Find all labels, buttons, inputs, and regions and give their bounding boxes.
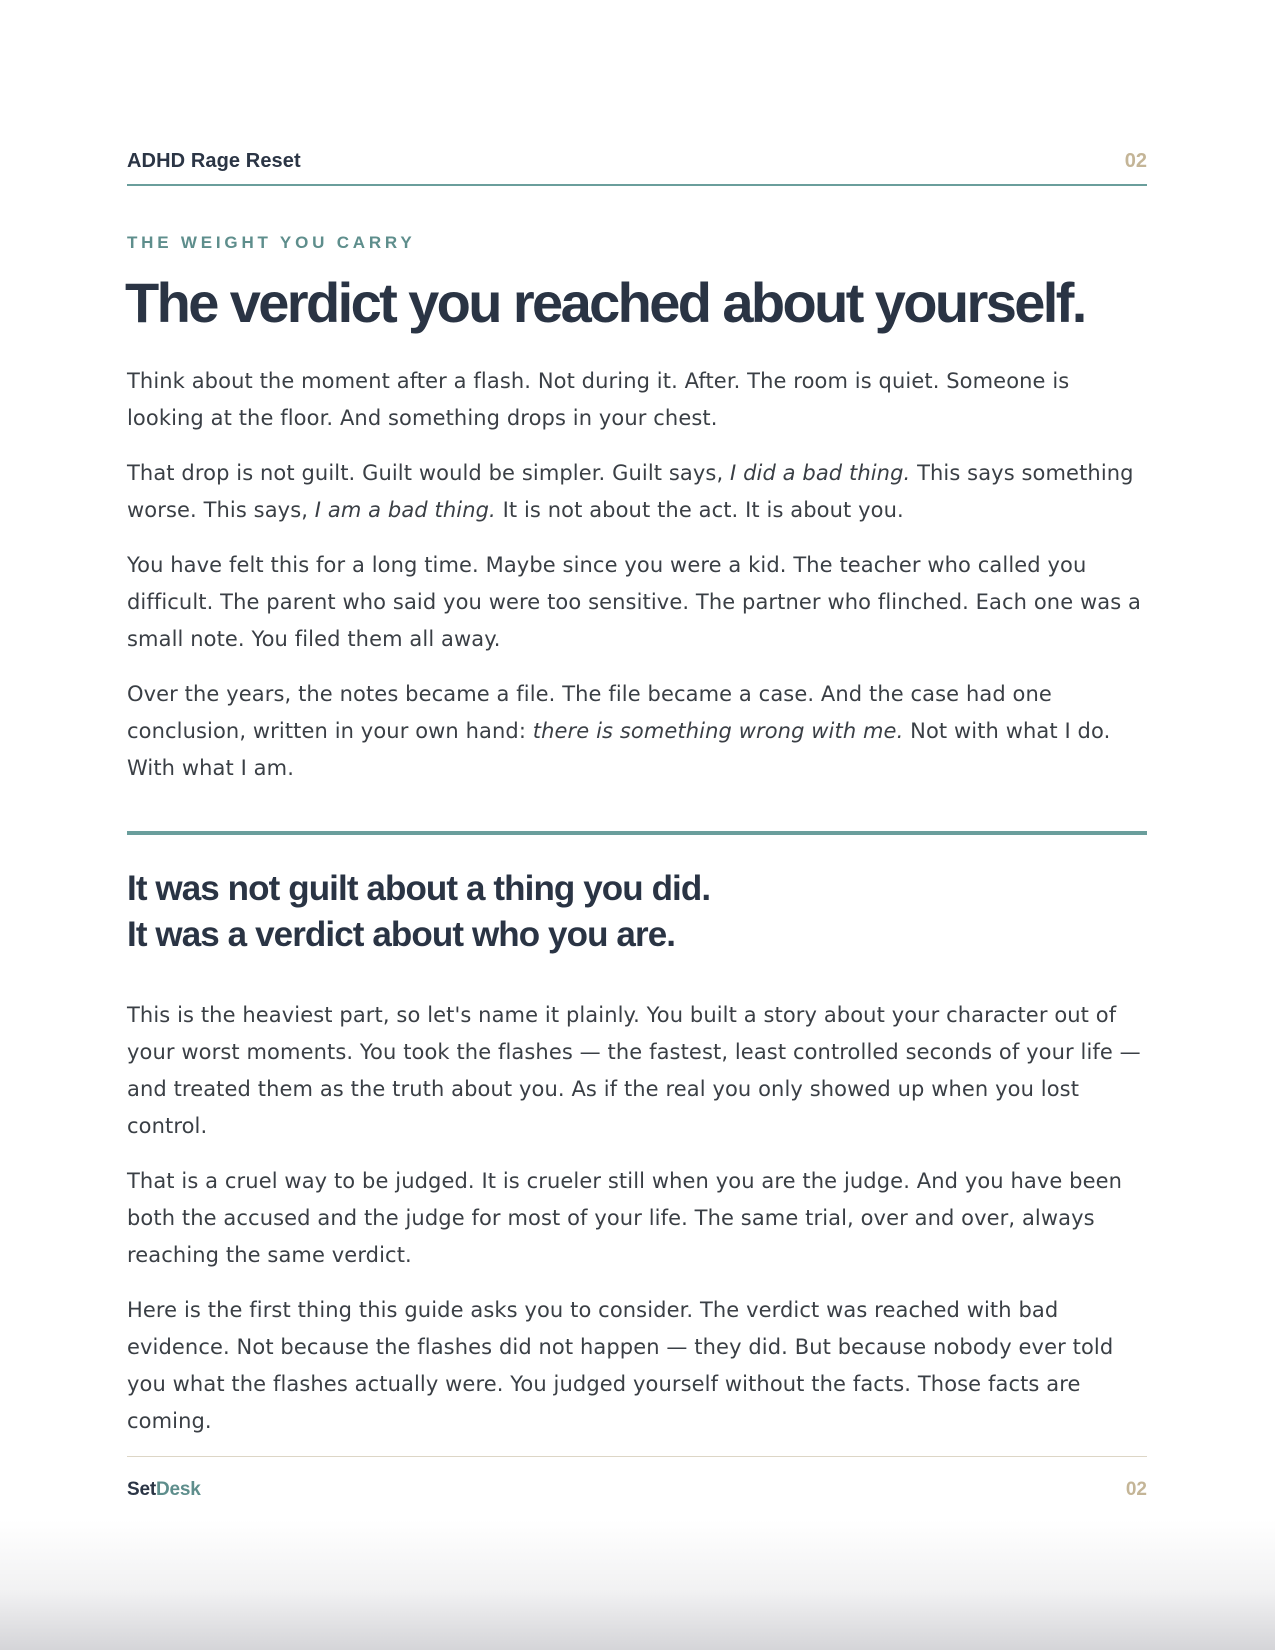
paragraph-text: It is not about the act. It is about you. bbox=[495, 498, 904, 522]
paragraph: This is the heaviest part, so let's name it plainly. You built a story about your character out of your worst moments. You took the flashes — the fastest, least controlled seconds of your life — and treated them as the truth about you. As if the real you only showed up when you lost control. bbox=[127, 1003, 1141, 1138]
paragraph bbox=[127, 455, 1147, 529]
brand-logo bbox=[127, 1479, 201, 1501]
paragraph bbox=[127, 676, 1147, 787]
brand-logo-part: Desk bbox=[155, 1479, 201, 1500]
paragraph: Here is the first thing this guide asks you to consider. The verdict was reached with bad evidence. Not because the flashes did not happen — they did. But because nobody ever told you what the flashes actually were. You judged yourself without the facts. Those facts are coming. bbox=[127, 1298, 1114, 1433]
paragraph: Think about the moment after a flash. Not during it. After. The room is quiet. Someone is looking at the floor. And something drops in your chest. bbox=[127, 369, 1070, 430]
page-title: The verdict you reached about yourself. bbox=[125, 271, 1085, 334]
document-page bbox=[127, 0, 1147, 1650]
paragraph-text: That drop is not guilt. Guilt would be simpler. Guilt says, bbox=[127, 461, 731, 485]
pull-quote bbox=[127, 866, 710, 958]
italic-phrase: there is something wrong with me. bbox=[532, 719, 904, 743]
document-title: ADHD Rage Reset bbox=[127, 150, 301, 172]
verdict-section bbox=[127, 997, 1147, 1458]
page-bottom-shadow bbox=[0, 1520, 1275, 1650]
footer-page-number: 02 bbox=[1125, 1479, 1147, 1500]
paragraph-text: Over the years, the notes became a file. The file became a case. And the case had one conclusion, written in your own hand: bbox=[127, 682, 1052, 743]
paragraph-text: Not with what I do. With what I am. bbox=[127, 719, 1111, 780]
page-footer bbox=[127, 1456, 1147, 1507]
paragraph: You have felt this for a long time. Maybe since you were a kid. The teacher who called you difficult. The parent who said you were too sensitive. The partner who flinched. Each one was a small note. You filed them all away. bbox=[127, 553, 1142, 651]
brand-logo-part: Set bbox=[127, 1479, 156, 1500]
pull-quote-line: It was not guilt about a thing you did. bbox=[127, 869, 711, 908]
section-divider bbox=[127, 831, 1147, 835]
italic-phrase: I did a bad thing. bbox=[730, 461, 911, 485]
intro-section bbox=[127, 363, 1147, 805]
paragraph-text: This says something worse. This says, bbox=[127, 461, 1134, 522]
header-page-number: 02 bbox=[1124, 150, 1147, 172]
page-header bbox=[127, 146, 1147, 186]
paragraph: That is a cruel way to be judged. It is crueler still when you are the judge. And you have been both the accused and the judge for most of your life. The same trial, over and over, always reaching the same verdict. bbox=[127, 1169, 1123, 1267]
italic-phrase: I am a bad thing. bbox=[314, 498, 496, 522]
section-eyebrow: THE WEIGHT YOU CARRY bbox=[127, 233, 416, 252]
pull-quote-line: It was a verdict about who you are. bbox=[127, 915, 676, 954]
